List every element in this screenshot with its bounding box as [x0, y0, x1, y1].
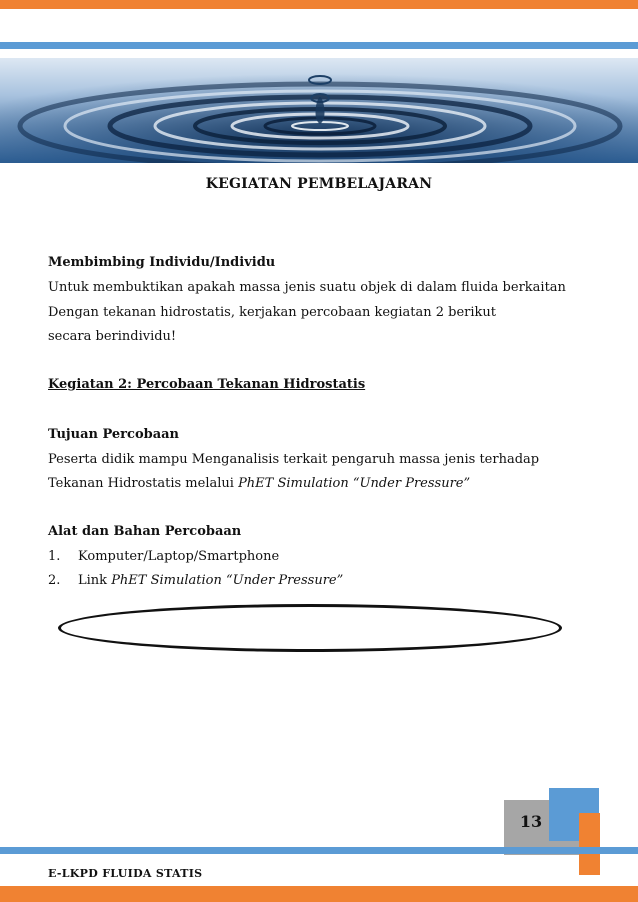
footer-label: E-LKPD FLUIDA STATIS	[48, 867, 203, 880]
list-item-number: 1.	[48, 549, 61, 564]
top-blue-band	[0, 42, 638, 49]
page-title: KEGIATAN PEMBELAJARAN	[205, 176, 433, 192]
activity-heading: Kegiatan 2: Percobaan Tekanan Hidrostatis	[48, 377, 366, 392]
water-drop-banner	[0, 58, 638, 163]
list-item-link-italic: PhET Simulation “Under Pressure”	[111, 573, 344, 588]
list-item-text	[78, 571, 343, 591]
intro-line-1: Untuk membuktikan apakah massa jenis suatu objek di dalam fluida berkaitan	[48, 280, 566, 295]
page-number: 13	[519, 812, 543, 831]
intro-line-2: Dengan tekanan hidrostatis, kerjakan percobaan kegiatan 2 berikut	[48, 305, 497, 320]
top-orange-band	[0, 0, 638, 9]
objective-line-2	[48, 474, 470, 494]
bottom-blue-band	[0, 847, 638, 854]
intro-line-3: secara berindividu!	[48, 329, 177, 344]
list-item-label: Link	[78, 573, 112, 588]
page-number-box-orange	[579, 813, 600, 875]
materials-heading: Alat dan Bahan Percobaan	[48, 524, 242, 539]
objective-line-1: Peserta didik mampu Menganalisis terkait pengaruh massa jenis terhadap	[48, 452, 540, 467]
objective-line-2-text: Tekanan Hidrostatis melalui	[48, 476, 239, 491]
objective-heading: Tujuan Percobaan	[48, 427, 180, 442]
list-item-label: Komputer/Laptop/Smartphone	[78, 549, 280, 564]
list-item-text	[78, 547, 279, 567]
section-heading-individual: Membimbing Individu/Individu	[48, 255, 276, 270]
list-item-number: 2.	[48, 573, 61, 588]
link-oval-box[interactable]	[58, 604, 562, 652]
objective-line-2-italic: PhET Simulation “Under Pressure”	[238, 476, 471, 491]
bottom-orange-band	[0, 886, 638, 902]
